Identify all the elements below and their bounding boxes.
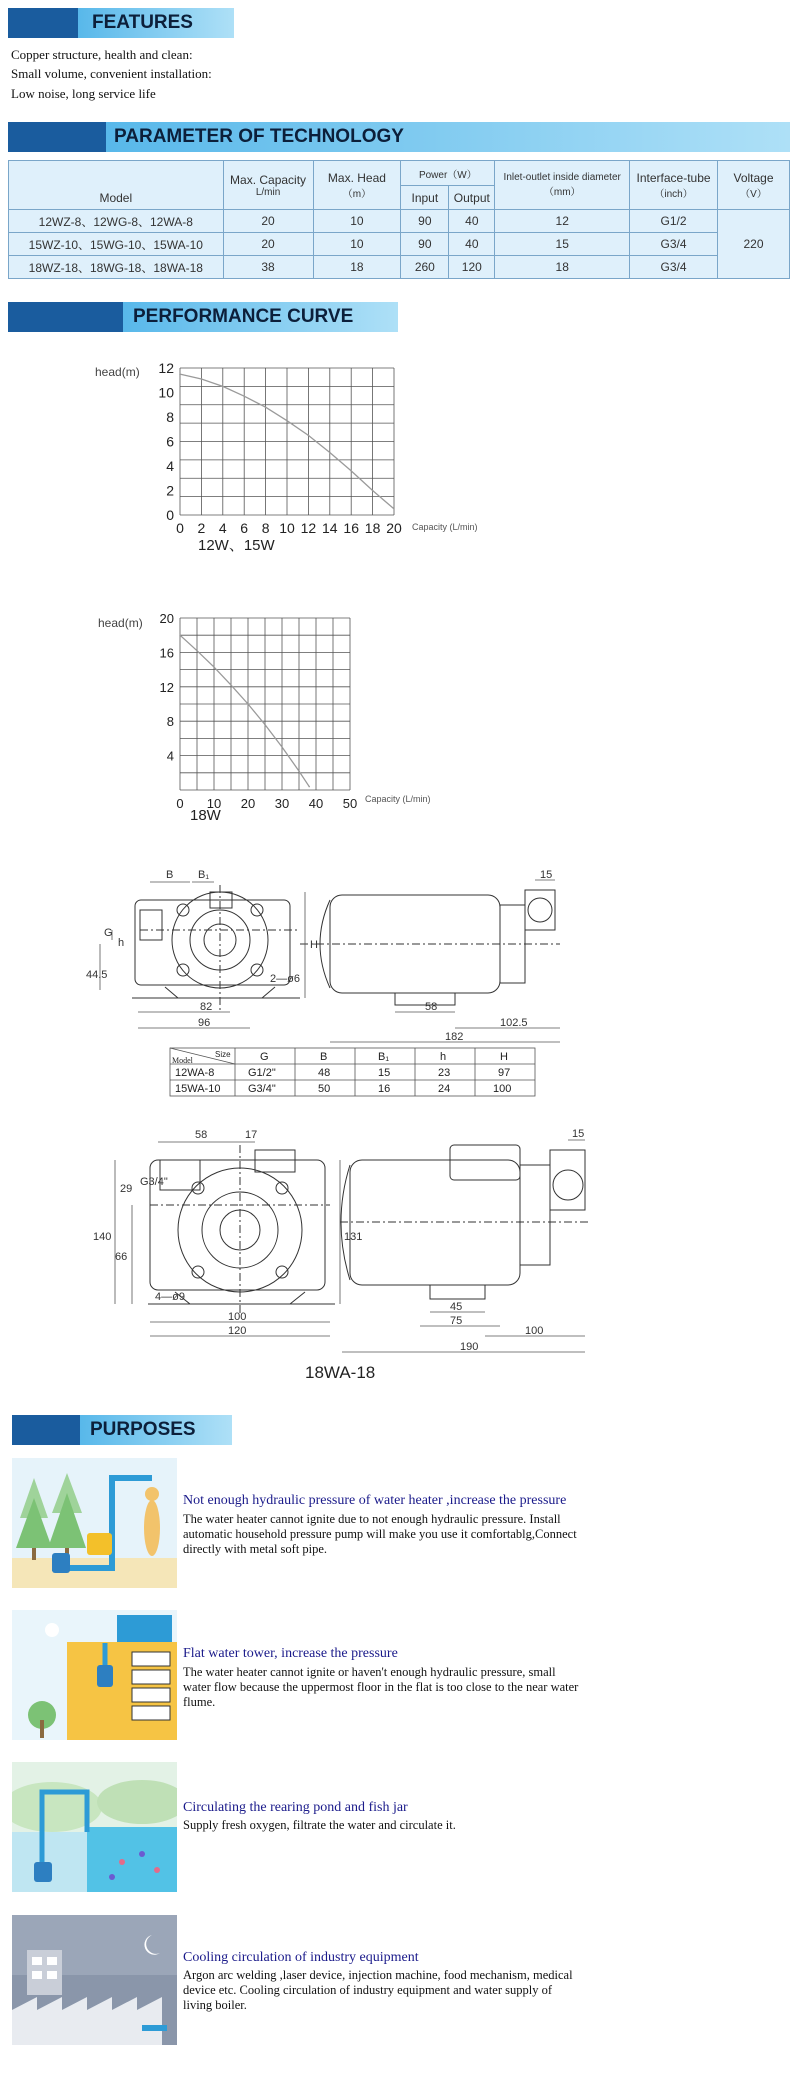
x-tick-label: 14 — [322, 520, 338, 536]
y-tick-label: 8 — [166, 714, 174, 730]
dim-58-large: 58 — [195, 1129, 208, 1141]
size-corner-model: Model — [172, 1056, 193, 1065]
y-tick-label: 8 — [166, 409, 174, 425]
data-point — [201, 378, 203, 380]
size-cell: G1/2" — [248, 1067, 276, 1079]
data-point — [243, 395, 245, 397]
cell-output: 120 — [449, 256, 495, 279]
feature-line: Low noise, long service life — [11, 86, 156, 101]
industry-illustration — [12, 1915, 177, 2045]
cell-head: 10 — [313, 233, 401, 256]
size-cell: 24 — [438, 1083, 451, 1095]
chart2-xlabel: Capacity (L/min) — [365, 794, 431, 804]
y-tick-label: 16 — [159, 645, 174, 661]
table-row — [9, 210, 790, 233]
dim-holes-large: 4—ø9 — [155, 1291, 185, 1303]
dim-h: h — [118, 937, 125, 949]
size-header: G — [260, 1051, 269, 1063]
data-point — [308, 435, 310, 437]
dim-58: 58 — [425, 1001, 438, 1013]
x-tick-label: 0 — [176, 796, 184, 811]
voltage-header: Voltage （V） — [718, 161, 790, 210]
size-cell: 16 — [378, 1083, 391, 1095]
capacity-header: Max. Capacity L/min — [223, 161, 313, 210]
water-heater-illustration — [12, 1458, 177, 1588]
x-tick-label: 50 — [342, 796, 358, 811]
y-tick-label: 12 — [158, 360, 174, 376]
drawing-caption: 18WA-18 — [305, 1363, 376, 1380]
dim-17: 17 — [245, 1129, 258, 1141]
data-point — [308, 786, 310, 788]
dim-182: 182 — [445, 1031, 464, 1043]
data-point — [247, 703, 249, 705]
output-header: Output — [449, 186, 495, 210]
diameter-header: Inlet-outlet inside diameter （mm） — [495, 161, 630, 210]
size-model: 12WA-8 — [175, 1067, 215, 1079]
purpose-title: Flat water tower, increase the pressure — [183, 1646, 398, 1661]
features-header — [8, 8, 234, 38]
pump-front-view-large — [148, 1145, 335, 1315]
cell-tube: G1/2 — [630, 210, 718, 233]
dim-b: B — [166, 869, 174, 881]
data-point — [222, 386, 224, 388]
chart-18w — [160, 611, 358, 811]
parameter-table — [8, 160, 790, 279]
x-tick-label: 0 — [176, 520, 184, 536]
x-tick-label: 40 — [308, 796, 324, 811]
dim-66: 66 — [115, 1251, 128, 1263]
data-point — [329, 452, 331, 454]
x-tick-label: 8 — [261, 520, 270, 536]
fish-pond-illustration — [12, 1762, 177, 1892]
feature-line: Copper structure, health and clean: — [11, 47, 193, 62]
dim-102-5: 102.5 — [500, 1017, 528, 1029]
input-header: Input — [401, 186, 449, 210]
data-point — [179, 634, 181, 636]
dim-100: 100 — [228, 1311, 247, 1323]
size-cell: 15 — [378, 1067, 391, 1079]
cell-input: 260 — [401, 256, 449, 279]
water-tower-illustration — [12, 1610, 177, 1740]
cell-capacity: 20 — [223, 210, 313, 233]
table-row — [9, 233, 790, 256]
y-tick-label: 6 — [166, 433, 174, 450]
dim-75: 75 — [450, 1315, 463, 1327]
dim-15: 15 — [540, 869, 553, 881]
chart1-ylabel: head(m) — [95, 365, 140, 379]
purposes-header — [12, 1415, 232, 1445]
dim-45: 45 — [450, 1301, 463, 1313]
size-corner-size: Size — [215, 1050, 231, 1059]
dim-g34: G3/4" — [140, 1176, 168, 1188]
data-point — [265, 406, 267, 408]
cell-model: 12WZ-8、12WG-8、12WA-8 — [9, 210, 224, 233]
size-header: H — [500, 1051, 508, 1063]
x-tick-label: 4 — [218, 520, 227, 536]
pump-motor-side-small — [300, 890, 560, 1005]
chart2-ylabel: head(m) — [98, 616, 143, 630]
data-point — [264, 724, 266, 726]
performance-charts — [0, 340, 800, 850]
dim-hh: H — [310, 939, 318, 951]
purpose-description: Argon arc welding ,laser device, injection machine, food mechanism, medical device etc. Cooling circulation of industry equipment and water supply of living boiler. — [183, 1968, 573, 2012]
chart2-caption: 18W — [190, 807, 221, 824]
purpose-title: Cooling circulation of industry equipment — [183, 1950, 419, 1965]
size-cell: 23 — [438, 1067, 451, 1079]
dim-96: 96 — [198, 1017, 211, 1029]
x-tick-label: 2 — [197, 520, 206, 536]
x-tick-label: 10 — [206, 796, 222, 811]
cell-output: 40 — [449, 233, 495, 256]
head-header: Max. Head （m） — [313, 161, 401, 210]
x-tick-label: 18 — [364, 520, 381, 536]
purpose-title: Circulating the rearing pond and fish jar — [183, 1800, 408, 1815]
data-point — [298, 770, 300, 772]
dim-holes: 2—ø6 — [270, 973, 300, 985]
data-point — [213, 666, 215, 668]
cell-capacity: 38 — [223, 256, 313, 279]
purpose-description: Supply fresh oxygen, filtrate the water and circulate it. — [183, 1818, 456, 1832]
cell-diameter: 18 — [495, 256, 630, 279]
dim-131: 131 — [344, 1231, 363, 1243]
size-cell: 48 — [318, 1067, 331, 1079]
performance-header — [8, 302, 398, 332]
size-model: 15WA-10 — [175, 1083, 221, 1095]
x-tick-label: 12 — [300, 520, 317, 536]
chart1-caption: 12W、15W — [198, 537, 275, 554]
chart1-xlabel: Capacity (L/min) — [412, 522, 478, 532]
dimension-drawings — [0, 860, 800, 1380]
pump-front-view-small — [132, 885, 300, 1010]
x-tick-label: 20 — [240, 796, 256, 811]
feature-line: Small volume, convenient installation: — [11, 66, 212, 81]
pump-motor-side-large — [340, 1145, 590, 1299]
size-header: B₁ — [378, 1051, 390, 1063]
dim-15-large: 15 — [572, 1128, 585, 1140]
table-row — [9, 256, 790, 279]
y-tick-label: 4 — [166, 748, 174, 764]
cell-head: 10 — [313, 210, 401, 233]
cell-diameter: 15 — [495, 233, 630, 256]
size-cell: 97 — [498, 1067, 511, 1079]
purposes-title: PURPOSES — [90, 1419, 196, 1440]
dim-b1: B₁ — [198, 869, 210, 881]
y-tick-label: 12 — [159, 679, 174, 695]
data-point — [393, 508, 395, 510]
dim-29: 29 — [120, 1183, 133, 1195]
dim-140: 140 — [93, 1231, 112, 1243]
x-tick-label: 16 — [343, 520, 359, 536]
cell-diameter: 12 — [495, 210, 630, 233]
cell-tube: G3/4 — [630, 256, 718, 279]
x-tick-label: 30 — [274, 796, 290, 811]
x-tick-label: 20 — [386, 520, 402, 536]
cell-input: 90 — [401, 233, 449, 256]
chart-12w-15w — [158, 360, 402, 536]
cell-input: 90 — [401, 210, 449, 233]
cell-model: 18WZ-18、18WG-18、18WA-18 — [9, 256, 224, 279]
series-line — [180, 635, 309, 786]
data-point — [372, 490, 374, 492]
dim-44-5: 44.5 — [86, 969, 108, 981]
purpose-title: Not enough hydraulic pressure of water heater ,increase the pressure — [183, 1493, 567, 1508]
purpose-description: The water heater cannot ignite or haven't enough hydraulic pressure, small water flow because the uppermost floor in the flat is too close to the near water flume. — [183, 1665, 579, 1709]
cell-output: 40 — [449, 210, 495, 233]
y-tick-label: 0 — [166, 507, 174, 523]
data-point — [179, 373, 181, 375]
dim-g: G — [104, 927, 113, 939]
size-cell: G3/4" — [248, 1083, 276, 1095]
dim-82: 82 — [200, 1001, 213, 1013]
parameters-title: PARAMETER OF TECHNOLOGY — [114, 126, 404, 147]
purpose-description: The water heater cannot ignite due to not enough hydraulic pressure. Install automatic household pressure pump will make you use it comfortablg,Connect directly with metal soft pipe. — [183, 1512, 577, 1556]
size-header: h — [440, 1051, 447, 1063]
cell-model: 15WZ-10、15WG-10、15WA-10 — [9, 233, 224, 256]
y-tick-label: 10 — [158, 384, 174, 401]
parameters-header — [8, 122, 790, 152]
data-point — [230, 684, 232, 686]
x-tick-label: 6 — [240, 520, 249, 536]
x-tick-label: 10 — [279, 520, 295, 536]
y-tick-label: 20 — [159, 611, 174, 626]
cell-tube: G3/4 — [630, 233, 718, 256]
power-header: Power（W） — [401, 161, 495, 186]
dim-120: 120 — [228, 1325, 247, 1337]
y-tick-label: 2 — [166, 482, 174, 499]
size-cell: 100 — [493, 1083, 512, 1095]
data-point — [350, 470, 352, 472]
performance-title: PERFORMANCE CURVE — [133, 306, 354, 327]
size-header: B — [320, 1051, 328, 1063]
features-title: FEATURES — [92, 12, 193, 33]
y-tick-label: 4 — [166, 458, 174, 474]
dim-100b: 100 — [525, 1325, 544, 1337]
model-header: Model — [9, 161, 224, 210]
data-point — [196, 650, 198, 652]
cell-capacity: 20 — [223, 233, 313, 256]
tube-header: Interface-tube （inch） — [630, 161, 718, 210]
cell-voltage: 220 — [718, 210, 790, 279]
cell-head: 18 — [313, 256, 401, 279]
dim-190: 190 — [460, 1341, 479, 1353]
data-point — [286, 420, 288, 422]
data-point — [281, 746, 283, 748]
size-cell: 50 — [318, 1083, 331, 1095]
